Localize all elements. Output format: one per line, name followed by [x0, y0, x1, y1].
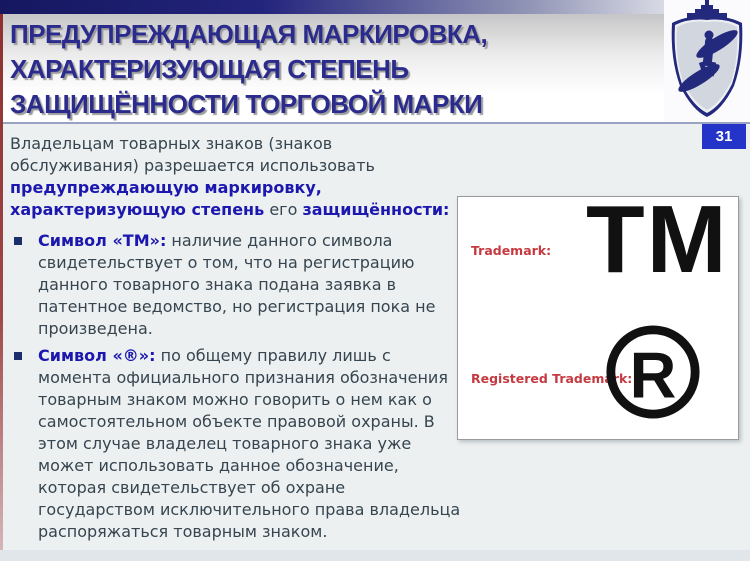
- registered-symbol-icon: [604, 323, 702, 421]
- bullet-item-r: [10, 345, 465, 543]
- tm-symbol: TM: [586, 186, 729, 293]
- page-number-badge: [702, 124, 746, 149]
- bullet-r-text: по общему правилу лишь с момента официального признания обозначения товарным знаком можно говорить о нем как о самостоятельном объекте правовой охраны. В этом случае владелец товарного знака уже может использовать данное обозначение, которая свидетельствует об охране государством исключительного права владельца распоряжаться товарным знаком.: [38, 346, 461, 541]
- bullet-square-icon: [14, 237, 22, 245]
- title-band: [0, 14, 750, 122]
- intro-text-2: его: [264, 200, 303, 219]
- left-accent-rule: [0, 14, 3, 561]
- bullet-list: [10, 230, 465, 543]
- body-content: [10, 133, 465, 548]
- intro-emphasis-2: защищённости:: [302, 200, 450, 219]
- bullet-tm-text: наличие данного символа свидетельствует о том, что на регистрацию данного товарного знака подана заявка в патентное ведомство, но регистрация пока не произведена.: [38, 231, 436, 338]
- page-title-line-3: ЗАЩИЩЁННОСТИ ТОРГОВОЙ МАРКИ: [10, 89, 483, 119]
- bullet-tm-lead: Символ «ТМ»:: [38, 231, 167, 250]
- intro-text-1: Владельцам товарных знаков (знаков обслуживания) разрешается использовать: [10, 134, 375, 175]
- intro-paragraph: [10, 133, 465, 221]
- page-title-line-1: ПРЕДУПРЕЖДАЮЩАЯ МАРКИРОВКА,: [10, 19, 488, 49]
- trademark-label: Trademark:: [471, 243, 552, 258]
- header-gradient-bar: [0, 0, 750, 14]
- bottom-edge-band: [0, 550, 750, 561]
- registered-trademark-label: Registered Trademark:: [471, 371, 633, 386]
- page-title-line-2: ХАРАКТЕРИЗУЮЩАЯ СТЕПЕНЬ: [10, 54, 409, 84]
- university-crest-icon: [664, 0, 750, 122]
- page-number: 31: [715, 128, 733, 145]
- bullet-item-tm: [10, 230, 465, 340]
- registered-symbol-letter: R: [629, 338, 677, 412]
- page-title: [10, 17, 487, 122]
- bullet-square-icon: [14, 352, 22, 360]
- intro-emphasis-1: предупреждающую маркировку, характеризующую степень: [10, 178, 322, 219]
- crest-svg: [665, 0, 749, 120]
- bullet-r-lead: Символ «®»:: [38, 346, 156, 365]
- title-divider-line: [0, 122, 750, 124]
- trademark-example-box: [457, 186, 739, 440]
